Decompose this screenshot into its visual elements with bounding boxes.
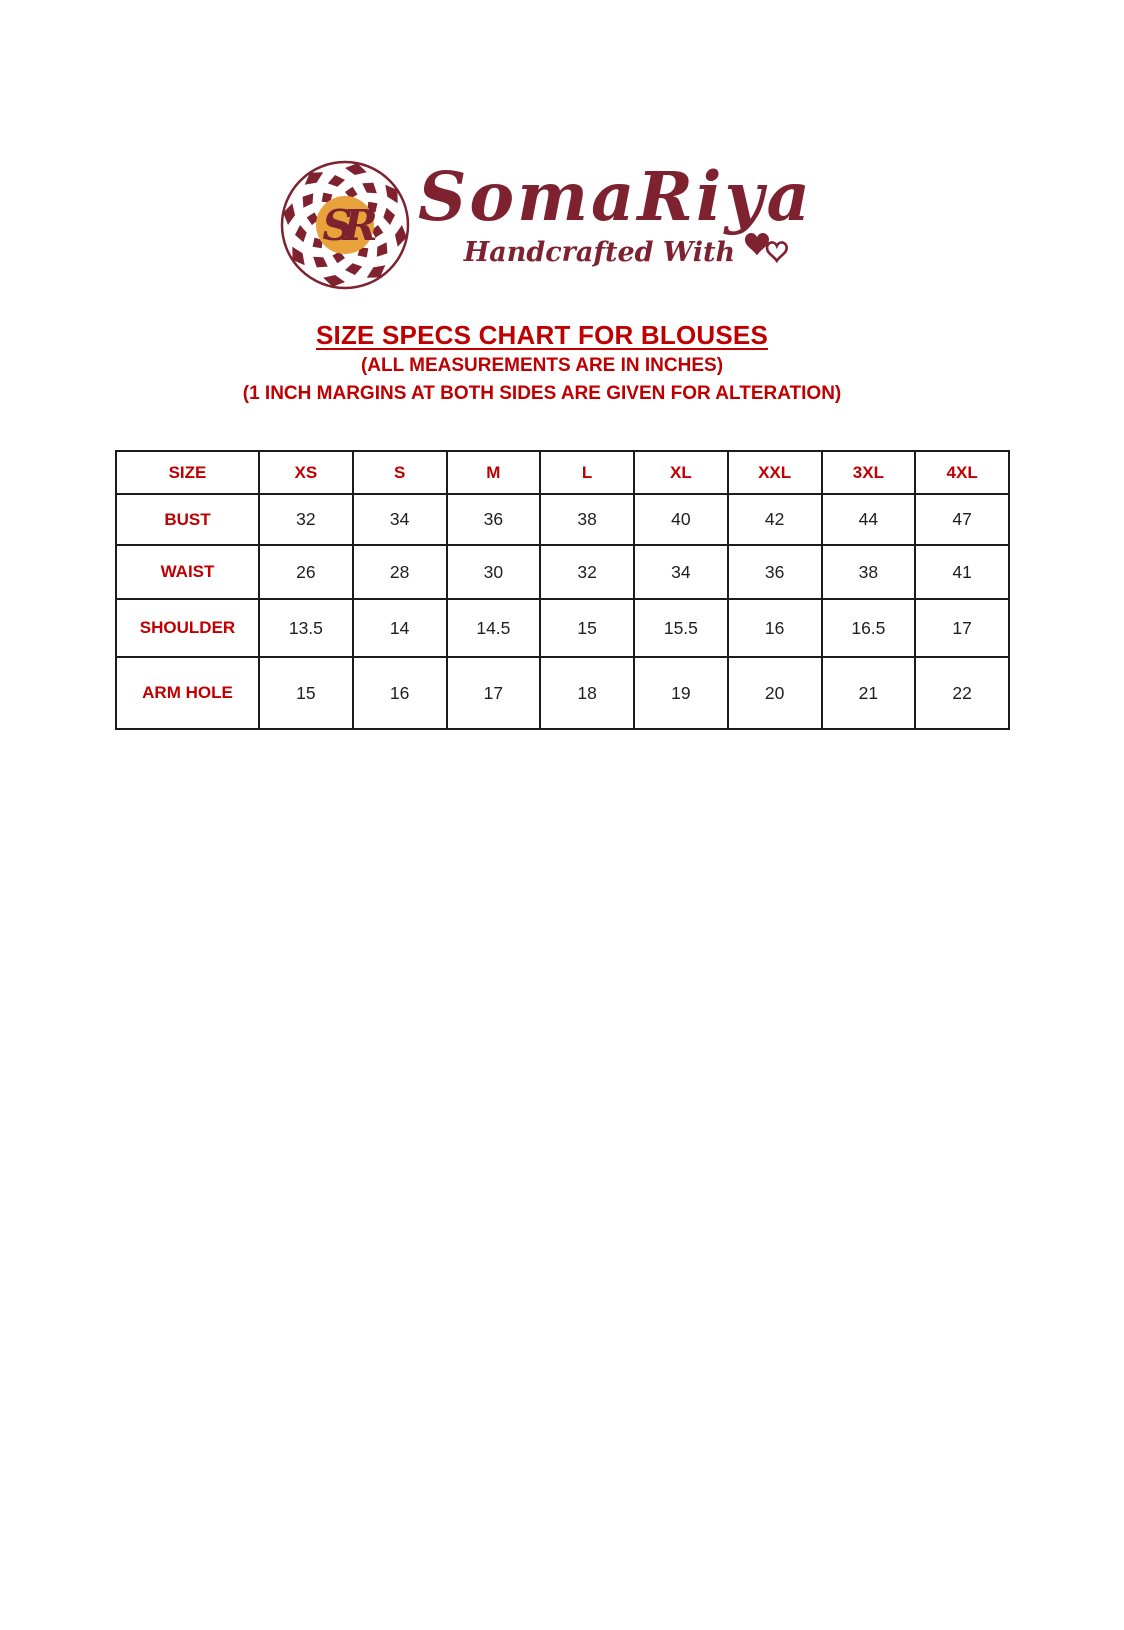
brand-emblem-icon	[278, 158, 412, 292]
column-header-m: M	[447, 451, 541, 494]
heart-outline-icon	[767, 242, 787, 260]
column-header-xxl: XXL	[728, 451, 822, 494]
table-header-row	[116, 451, 1009, 494]
column-header-xl: XL	[634, 451, 728, 494]
size-value-cell: 16.5	[822, 599, 916, 657]
page-title: SIZE SPECS CHART FOR BLOUSES	[316, 320, 768, 350]
size-value-cell: 14	[353, 599, 447, 657]
size-value-cell: 42	[728, 494, 822, 545]
subtitle-measurements: (ALL MEASUREMENTS ARE IN INCHES)	[360, 355, 724, 376]
column-header-3xl: 3XL	[822, 451, 916, 494]
size-value-cell: 34	[353, 494, 447, 545]
size-value-cell: 17	[447, 657, 541, 729]
size-value-cell: 22	[915, 657, 1009, 729]
table-row	[116, 545, 1009, 599]
subtitle-margins: (1 INCH MARGINS AT BOTH SIDES ARE GIVEN FOR ALTERATION)	[242, 383, 842, 404]
size-value-cell: 26	[259, 545, 353, 599]
column-header-4xl: 4XL	[915, 451, 1009, 494]
size-value-cell: 19	[634, 657, 728, 729]
size-value-cell: 16	[728, 599, 822, 657]
size-value-cell: 38	[540, 494, 634, 545]
size-value-cell: 13.5	[259, 599, 353, 657]
size-value-cell: 15.5	[634, 599, 728, 657]
brand-tagline-row	[448, 230, 813, 275]
size-value-cell: 34	[634, 545, 728, 599]
size-value-cell: 36	[728, 545, 822, 599]
size-chart-table	[115, 450, 1010, 730]
row-label-shoulder: SHOULDER	[116, 599, 259, 657]
brand-tagline: Handcrafted With	[463, 237, 736, 268]
size-value-cell: 30	[447, 545, 541, 599]
column-header-size: SIZE	[116, 451, 259, 494]
size-value-cell: 17	[915, 599, 1009, 657]
heart-solid-icon	[745, 233, 769, 255]
column-header-s: S	[353, 451, 447, 494]
column-header-xs: XS	[259, 451, 353, 494]
table-row	[116, 657, 1009, 729]
size-value-cell: 15	[259, 657, 353, 729]
size-value-cell: 14.5	[447, 599, 541, 657]
size-value-cell: 16	[353, 657, 447, 729]
hearts-icon	[745, 230, 797, 275]
brand-logo	[278, 158, 813, 292]
size-value-cell: 41	[915, 545, 1009, 599]
size-value-cell: 32	[259, 494, 353, 545]
row-label-waist: WAIST	[116, 545, 259, 599]
size-value-cell: 15	[540, 599, 634, 657]
table-row	[116, 599, 1009, 657]
brand-wordmark: SomaRiya	[418, 157, 813, 236]
size-value-cell: 18	[540, 657, 634, 729]
size-value-cell: 32	[540, 545, 634, 599]
brand-wordmark-block	[418, 158, 813, 275]
size-value-cell: 47	[915, 494, 1009, 545]
size-value-cell: 36	[447, 494, 541, 545]
brand-monogram: SR	[322, 201, 368, 250]
size-value-cell: 28	[353, 545, 447, 599]
table-row	[116, 494, 1009, 545]
size-value-cell: 20	[728, 657, 822, 729]
size-value-cell: 21	[822, 657, 916, 729]
column-header-l: L	[540, 451, 634, 494]
size-value-cell: 44	[822, 494, 916, 545]
size-value-cell: 38	[822, 545, 916, 599]
row-label-bust: BUST	[116, 494, 259, 545]
size-value-cell: 40	[634, 494, 728, 545]
row-label-arm-hole: ARM HOLE	[116, 657, 259, 729]
